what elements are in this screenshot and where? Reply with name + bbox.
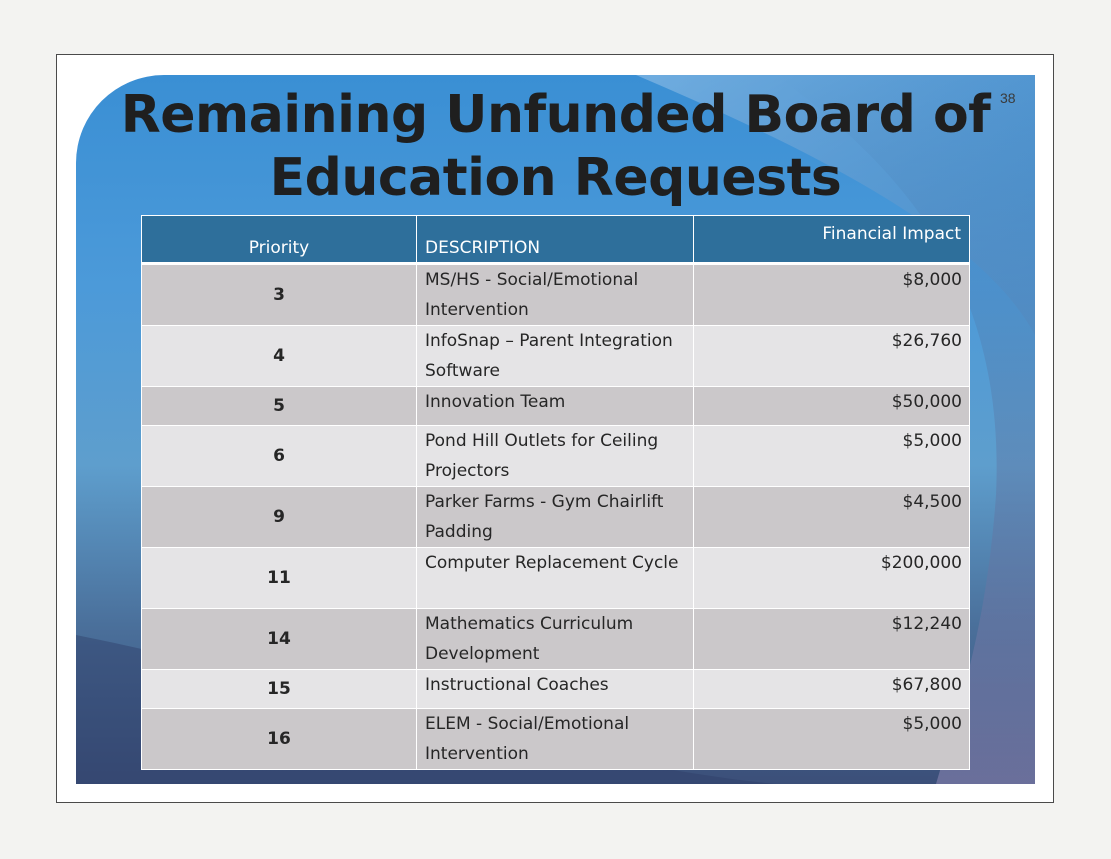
table-row: [142, 670, 970, 709]
impact-cell: $50,000: [694, 387, 970, 426]
description-cell: MS/HS - Social/Emotional Intervention: [417, 264, 694, 326]
slide-title-line-2: Education Requests: [269, 148, 842, 208]
priority-cell: 16: [142, 709, 417, 770]
priority-cell: 14: [142, 609, 417, 670]
description-cell: Innovation Team: [417, 387, 694, 426]
impact-cell: $5,000: [694, 709, 970, 770]
description-cell: Computer Replacement Cycle: [417, 548, 694, 609]
description-cell: ELEM - Social/Emotional Intervention: [417, 709, 694, 770]
table-row: [142, 487, 970, 548]
impact-cell: $67,800: [694, 670, 970, 709]
table-header-row: [142, 216, 970, 264]
header-financial-impact: Financial Impact: [694, 216, 970, 264]
table-row: [142, 609, 970, 670]
description-cell: Mathematics Curriculum Development: [417, 609, 694, 670]
table-row: [142, 387, 970, 426]
priority-cell: 11: [142, 548, 417, 609]
table-row: [142, 426, 970, 487]
priority-cell: 3: [142, 264, 417, 326]
header-priority: Priority: [142, 216, 417, 264]
description-cell: Parker Farms - Gym Chairlift Padding: [417, 487, 694, 548]
table-row: [142, 709, 970, 770]
impact-cell: $26,760: [694, 326, 970, 387]
impact-cell: $5,000: [694, 426, 970, 487]
description-cell: Pond Hill Outlets for Ceiling Projectors: [417, 426, 694, 487]
requests-table: [141, 215, 970, 770]
priority-cell: 5: [142, 387, 417, 426]
impact-cell: $12,240: [694, 609, 970, 670]
impact-cell: $8,000: [694, 264, 970, 326]
priority-cell: 15: [142, 670, 417, 709]
table-row: [142, 326, 970, 387]
impact-cell: $200,000: [694, 548, 970, 609]
table-row: [142, 264, 970, 326]
priority-cell: 9: [142, 487, 417, 548]
table-row: [142, 548, 970, 609]
slide-title: [76, 84, 1035, 210]
header-description: DESCRIPTION: [417, 216, 694, 264]
priority-cell: 6: [142, 426, 417, 487]
description-cell: Instructional Coaches: [417, 670, 694, 709]
slide-title-line-1: Remaining Unfunded Board of: [120, 85, 991, 145]
page-number: 38: [1000, 90, 1016, 106]
description-cell: InfoSnap – Parent Integration Software: [417, 326, 694, 387]
impact-cell: $4,500: [694, 487, 970, 548]
priority-cell: 4: [142, 326, 417, 387]
